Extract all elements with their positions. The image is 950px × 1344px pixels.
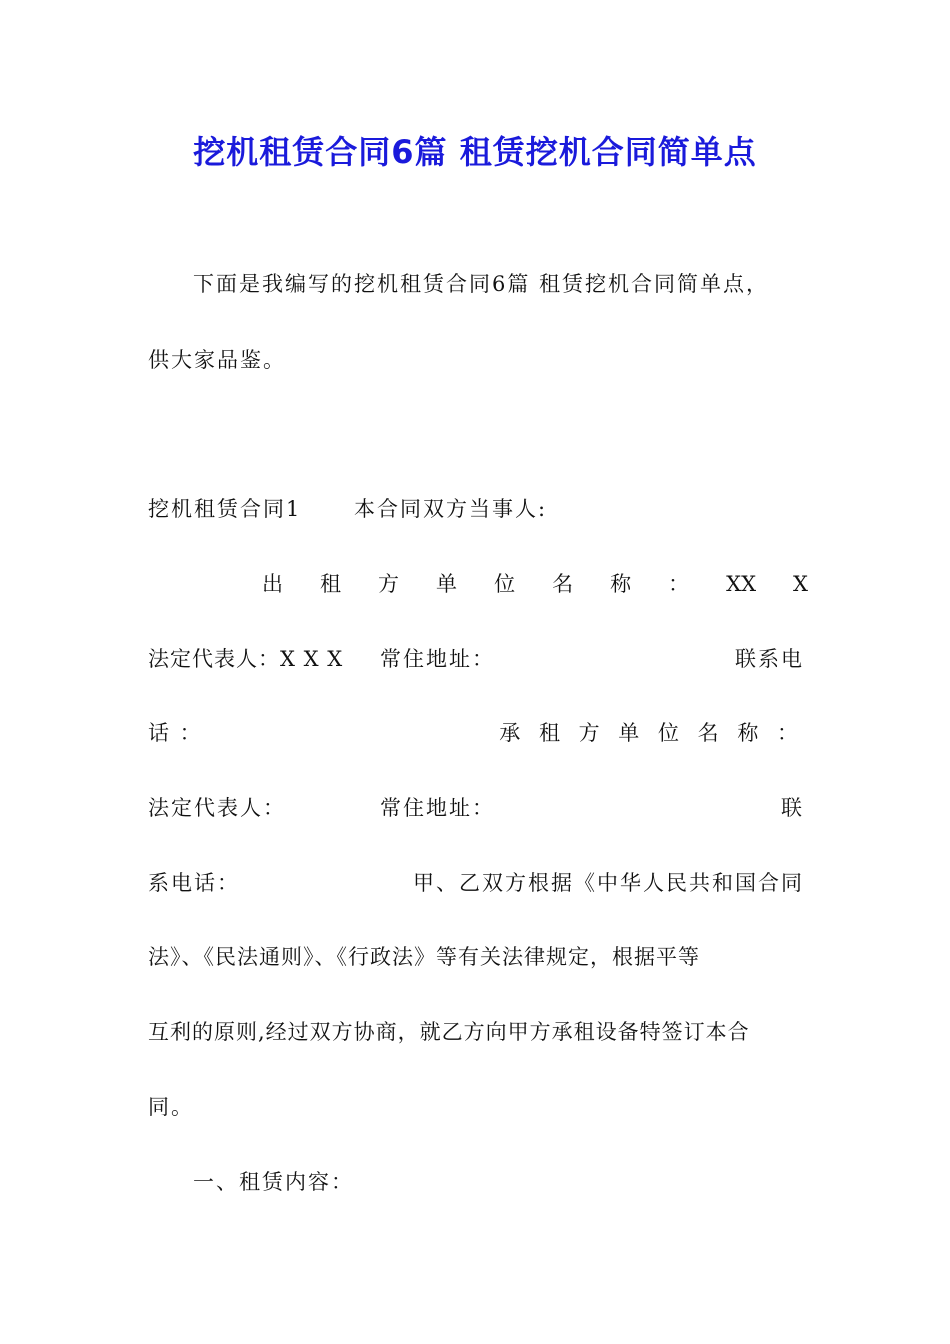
parties-intro: 本合同双方当事人: — [354, 497, 548, 521]
lessor-name-char: XX — [726, 572, 757, 596]
contract-1-heading-line — [148, 489, 804, 529]
body-text-1: 甲、乙双方根据《中华人民共和国合同 — [413, 871, 804, 895]
body-line-1 — [148, 863, 804, 903]
lessor-rep-line — [148, 639, 804, 679]
lessor-address-label: 常住地址： — [380, 647, 495, 671]
body-line-3: 互利的原则,经过双方协商，就乙方向甲方承租设备特签订本合 — [148, 1020, 750, 1044]
lessee-phone-label-end: 系电话： — [148, 871, 240, 895]
lessor-name-char: 方 — [378, 572, 400, 596]
lessee-rep-line — [148, 788, 804, 828]
intro-paragraph-line-2: 供大家品鉴。 — [148, 348, 286, 372]
lessor-name-char: 出 — [262, 572, 283, 596]
document-title: 挖机租赁合同6篇 租赁挖机合同简单点 — [193, 133, 757, 171]
lessor-name-char: 名 — [552, 572, 574, 596]
body-line-2: 法》、《民法通则》、《行政法》等有关法律规定，根据平等 — [148, 945, 700, 969]
lessor-name-char: 位 — [494, 572, 516, 596]
lessee-rep-label: 法定代表人： — [148, 796, 286, 820]
contract-1-heading: 挖机租赁合同1 — [148, 497, 302, 521]
lessee-phone-label-start: 联 — [781, 796, 804, 820]
lessor-name-char: 单 — [436, 572, 458, 596]
lessor-name-line — [262, 564, 808, 604]
lessor-name-char: 称 — [610, 572, 632, 596]
body-line-4: 同。 — [148, 1095, 194, 1119]
lessor-phone-label-end: 话 ： — [148, 721, 203, 745]
intro-paragraph-line-1: 下面是我编写的挖机租赁合同6篇 租赁挖机合同简单点， — [193, 272, 770, 296]
lessor-name-char: X — [793, 572, 808, 596]
lessor-name-char: ： — [668, 572, 690, 596]
lessee-name-label: 承 租 方 单 位 名 称 ： — [499, 721, 804, 745]
lessor-name-char: 租 — [320, 572, 342, 596]
section-1-heading: 一、租赁内容： — [193, 1170, 354, 1194]
lessee-name-line — [148, 713, 804, 753]
lessor-phone-label-start: 联系电 — [735, 647, 804, 671]
lessor-rep-label: 法定代表人：X X X — [148, 647, 344, 671]
lessee-address-label: 常住地址： — [380, 796, 495, 820]
